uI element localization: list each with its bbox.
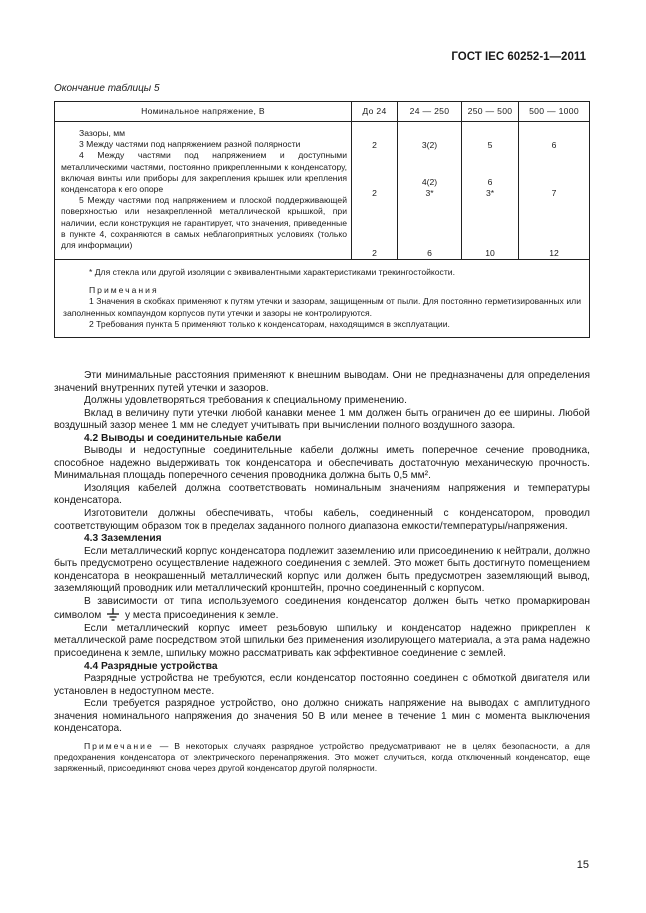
cell-r3-c2: 3(2) (421, 140, 438, 150)
table-note-2: 2 Требования пункта 5 применяют только к конденсаторам, находящимся в эксплуатации. (89, 319, 450, 330)
paragraph-part: у места присоединения к земле. (124, 610, 279, 622)
cell-r4-c1: 2 (372, 188, 377, 198)
note-label: Примечание (84, 740, 154, 751)
cell-r5-c2: 6 (427, 248, 432, 258)
ground-symbol-icon (106, 608, 120, 621)
table-note-1: 1 Значения в скобках применяют к путям утечки и зазорам, защищенным от пыли. Для постоянно герметизированных или заполненных компаундом корпусов пути утечки и зазоры не контролируются. (63, 296, 581, 318)
section-heading-4-2: 4.2 Выводы и соединительные кабели (84, 432, 282, 444)
clearance-table (54, 101, 590, 338)
cell-r5-c4: 12 (549, 248, 559, 258)
table-notes (55, 260, 590, 338)
section-heading-4-3: 4.3 Заземления (84, 533, 162, 545)
row-3-text: 3 Между частями под напряжением разной полярности (79, 139, 301, 150)
body-text (54, 370, 590, 774)
row-5-text: 5 Между частями под напряжением и плоской поддерживающей поверхностью или незакрепленной металлической крышкой, при наличии, если конструкция не гарантирует, что значения, приведенные в пункте 4, сохраняются в самых неблагоприятных условиях (только для информации) (61, 195, 347, 251)
header-col-4: 500 — 1000 (519, 102, 590, 122)
cell-r3-c4: 6 (551, 140, 557, 150)
table-caption: Окончание таблицы 5 (54, 83, 160, 94)
cell-r3-c1: 2 (372, 140, 377, 150)
note-text: — В некоторых случаях разрядное устройство предусматривают не в целях безопасности, а для предохранения конденсатора от электрического перенапряжения. Это может случиться, когда отключенный конденсатор, еще заряженный, присоединяют снова через другой конденсатор другой полярности. (54, 740, 590, 774)
col-3-values (462, 122, 519, 260)
header-col-3: 250 — 500 (462, 102, 519, 122)
table-footnote: * Для стекла или другой изоляции с эквивалентными характеристиками трекингостойкости. (89, 267, 455, 278)
col-1-values (352, 122, 398, 260)
paragraph: Если требуется разрядное устройство, оно должно снижать напряжение на выводах с амплитудного значения номинального напряжения до значения 50 В или менее в течение 1 мин с момента выключения конденсатора. (54, 698, 590, 735)
cell-r4-c3: 6 3* (485, 177, 495, 199)
paragraph-ground-symbol (54, 596, 590, 623)
page-number: 15 (576, 859, 589, 871)
table-header-row (55, 102, 590, 122)
paragraph-part: В зависимости от типа используемого соединения конденсатор должен быть четко промаркирован символом (54, 595, 590, 622)
paragraph: Изоляция кабелей должна соответствовать номинальным значениям напряжения и температуры конденсатора. (54, 482, 590, 507)
notes-title: Примечания (89, 284, 159, 295)
header-rated-voltage: Номинальное напряжение, В (55, 102, 352, 122)
paragraph: Разрядные устройства не требуются, если конденсатор постоянно соединен с обмоткой двигателя или установлен в недоступном месте. (54, 673, 590, 697)
row-descriptions (55, 122, 352, 260)
row-4-text: 4 Между частями под напряжением и доступными металлическими частями, постоянно прикрепленными к конденсатору, включая винты или приборы для закрепления крышек или крепления конденсатора к его опоре (61, 150, 347, 195)
header-col-1: До 24 (352, 102, 398, 122)
cell-r4-c4: 7 (551, 188, 557, 198)
table-footer-row (55, 260, 590, 338)
table-row (55, 122, 590, 260)
paragraph: Выводы и недоступные соединительные кабели должны иметь поперечное сечение проводника, способное надежно выдерживать ток конденсатора и обеспечивать достаточную механическую прочность. Минимальная площадь поперечного сечения проводника должна быть 0,5 мм². (54, 445, 590, 482)
paragraph: Должны удовлетворяться требования к специальному применению. (84, 395, 407, 407)
cell-r3-c3: 5 (487, 140, 493, 150)
document-id: ГОСТ IEC 60252-1—2011 (451, 51, 586, 63)
section-heading-4-4: 4.4 Разрядные устройства (84, 660, 218, 672)
col-2-values (398, 122, 462, 260)
header-col-2: 24 — 250 (398, 102, 462, 122)
section-note (54, 741, 590, 775)
row-title: Зазоры, мм (79, 128, 126, 138)
col-4-values (519, 122, 590, 260)
paragraph: Изготовители должны обеспечивать, чтобы кабель, соединенный с конденсатором, проводил соответствующим образом ток в пределах заданного полного диапазона емкости/температуры/напряжения. (54, 508, 590, 532)
paragraph: Если металлический корпус имеет резьбовую шпильку и конденсатор надежно прикреплен к металлической раме посредством этой шпильки без применения изолирующего материала, а эта рама надежно присоединена к земле, шпильку можно рассматривать как эффективное соединение с землей. (54, 622, 590, 660)
paragraph: Если металлический корпус конденсатора подлежит заземлению или присоединению к нейтрали, должно быть предусмотрено осуществление надежного соединения с землей. Это может быть достигнуто помещением конденсатора в неокрашенный металлический корпус или должен быть предусмотрен заземляющий вывод, заземляющий проводник или металлический кронштейн, прочно соединенный с корпусом. (54, 545, 590, 595)
cell-r4-c2: 4(2) 3* (421, 177, 438, 199)
paragraph: Вклад в величину пути утечки любой канавки менее 1 мм должен быть ограничен до ее ширины. Любой воздушный зазор менее 1 мм не следует учитывать при вычислении полного воздушного зазора. (54, 407, 590, 432)
paragraph: Эти минимальные расстояния применяют к внешним выводам. Они не предназначены для определения значений внутренних путей утечки и зазоров. (54, 370, 590, 394)
cell-r5-c1: 2 (372, 248, 377, 258)
cell-r5-c3: 10 (485, 248, 495, 258)
